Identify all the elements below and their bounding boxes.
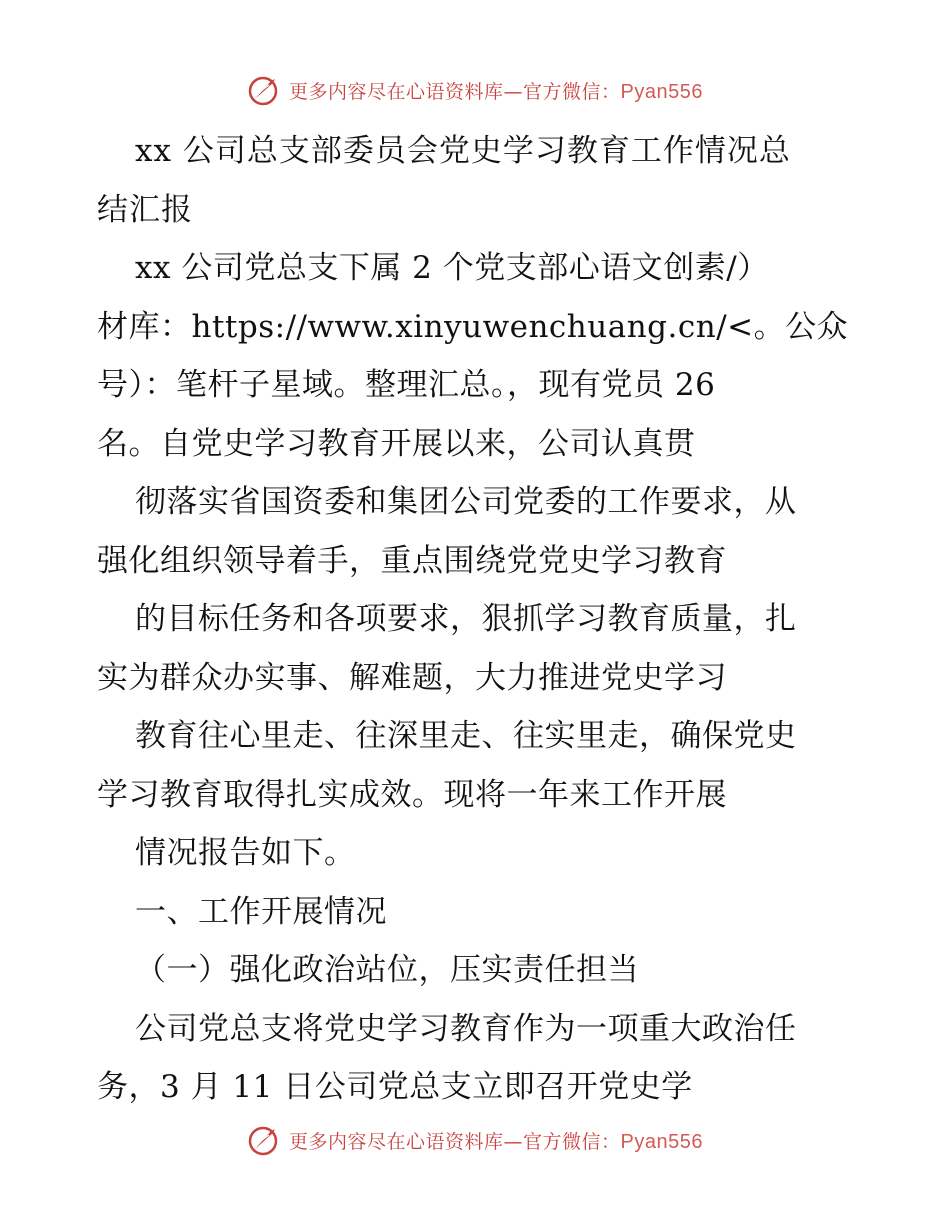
watermark-wechat-id: Pyan556 bbox=[620, 80, 703, 103]
paragraph-line: 强化组织领导着手，重点围绕党党史学习教育 bbox=[97, 542, 727, 579]
watermark-separator: — bbox=[503, 80, 524, 103]
watermark-site-text: 更多内容尽在心语资料库 bbox=[289, 80, 504, 103]
watermark-wechat-label: 官方微信： bbox=[523, 80, 621, 103]
paragraph-line: 材库：https://www.xinyuwenchuang.cn/<。公众 bbox=[97, 308, 849, 345]
paragraph-line: 教育往心里走、往深里走、往实里走，确保党史 bbox=[135, 718, 797, 754]
watermark-banner-top bbox=[0, 70, 950, 110]
paragraph-line: xx 公司党总支下属 2 个党支部心语文创素/） bbox=[135, 250, 769, 286]
paragraph-line: 彻落实省国资委和集团公司党委的工作要求，从 bbox=[135, 484, 797, 520]
paragraph-line: 公司党总支将党史学习教育作为一项重大政治任 bbox=[135, 1010, 797, 1047]
section-heading: 一、工作开展情况 bbox=[135, 893, 387, 930]
paragraph-line: 实为群众办实事、解难题，大力推进党史学习 bbox=[97, 659, 727, 696]
paragraph-line: 务，3 月 11 日公司党总支立即召开党史学 bbox=[97, 1069, 693, 1105]
watermark-text bbox=[289, 1127, 703, 1154]
document-title-line-2: 结汇报 bbox=[97, 191, 193, 228]
quill-logo-icon bbox=[247, 73, 281, 107]
watermark-wechat-label: 官方微信： bbox=[523, 1130, 621, 1153]
paragraph-line: 情况报告如下。 bbox=[135, 835, 356, 871]
watermark-separator: — bbox=[503, 1130, 524, 1153]
paragraph-line: 学习教育取得扎实成效。现将一年来工作开展 bbox=[97, 776, 727, 813]
watermark-wechat-id: Pyan556 bbox=[620, 1130, 703, 1153]
quill-logo-icon bbox=[247, 1123, 281, 1157]
paragraph-line: 的目标任务和各项要求，狠抓学习教育质量，扎 bbox=[135, 601, 797, 637]
document-title-line-1: xx 公司总支部委员会党史学习教育工作情况总 bbox=[135, 133, 791, 169]
watermark-text bbox=[289, 77, 703, 104]
paragraph-line: 名。自党史学习教育开展以来，公司认真贯 bbox=[97, 425, 696, 462]
subsection-heading: （一）强化政治站位，压实责任担当 bbox=[135, 952, 639, 988]
document-body bbox=[97, 122, 887, 1117]
paragraph-line: 号）：笔杆子星域。整理汇总。，现有党员 26 bbox=[97, 367, 716, 403]
watermark-banner-bottom bbox=[0, 1120, 950, 1160]
watermark-site-text: 更多内容尽在心语资料库 bbox=[289, 1130, 504, 1153]
